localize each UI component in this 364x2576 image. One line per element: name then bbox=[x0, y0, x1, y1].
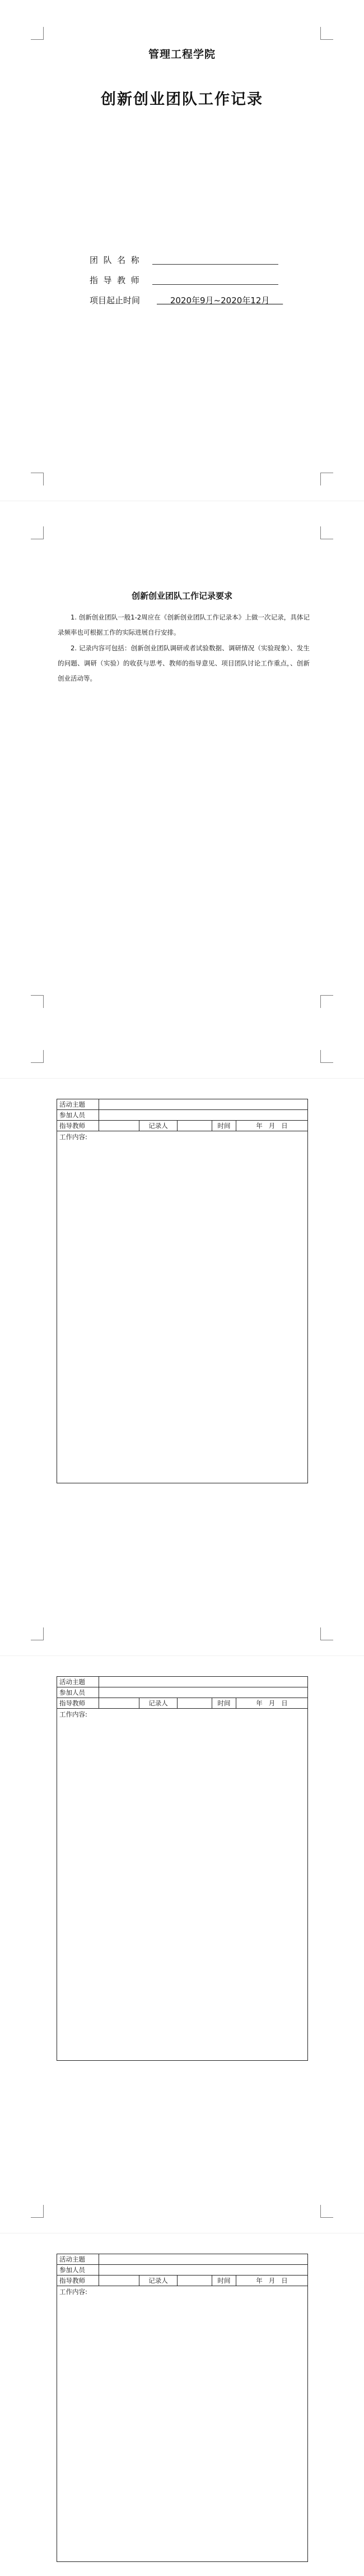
requirement-paragraph-1: 1. 创新创业团队一般1-2周应在《创新创业团队工作记录本》上做一次记录，具体记录频率也可根据工作的实际进展自行安排。 bbox=[58, 613, 310, 636]
project-period-value: 2020年9月~2020年12月 bbox=[157, 295, 283, 306]
participants-label: 参加人员 bbox=[57, 1110, 99, 1121]
page-break bbox=[0, 1078, 364, 1079]
advisor-label: 指导教师 bbox=[57, 2276, 99, 2286]
project-period-label: 项目起止时间 bbox=[90, 295, 141, 306]
crop-mark bbox=[320, 1050, 333, 1063]
advisor-row bbox=[57, 2276, 308, 2286]
crop-mark bbox=[31, 27, 44, 40]
crop-mark bbox=[320, 526, 333, 539]
document-title: 创新创业团队工作记录 bbox=[101, 91, 263, 108]
recorder-label: 记录人 bbox=[139, 1121, 178, 1131]
content-label: 工作内容: bbox=[59, 1133, 87, 1141]
topic-row bbox=[57, 1677, 308, 1687]
crop-mark bbox=[31, 473, 44, 485]
crop-mark bbox=[31, 1627, 44, 1640]
advisor-row bbox=[57, 1121, 308, 1131]
advisor-field[interactable] bbox=[152, 274, 278, 285]
content-row bbox=[57, 1131, 308, 1483]
date-field[interactable]: 年 月 日 bbox=[236, 1121, 308, 1131]
crop-mark bbox=[320, 2205, 333, 2218]
participants-input[interactable] bbox=[99, 2265, 308, 2276]
content-area[interactable] bbox=[57, 2286, 308, 2562]
topic-row bbox=[57, 1099, 308, 1110]
participants-input[interactable] bbox=[99, 1110, 308, 1121]
advisor-input[interactable] bbox=[99, 1698, 139, 1709]
topic-label: 活动主题 bbox=[57, 1099, 99, 1110]
crop-mark bbox=[320, 473, 333, 485]
advisor-label: 指 导 教 师 bbox=[90, 275, 139, 285]
advisor-input[interactable] bbox=[99, 2276, 139, 2286]
date-field[interactable]: 年 月 日 bbox=[236, 1698, 308, 1709]
team-name-label: 团 队 名 称 bbox=[90, 255, 139, 265]
page-break bbox=[0, 1655, 364, 1656]
recorder-label: 记录人 bbox=[139, 1698, 178, 1709]
topic-input[interactable] bbox=[99, 2254, 308, 2265]
content-row bbox=[57, 2286, 308, 2562]
content-area[interactable] bbox=[57, 1131, 308, 1483]
content-row bbox=[57, 1709, 308, 2061]
content-area[interactable] bbox=[57, 1709, 308, 2061]
recorder-input[interactable] bbox=[178, 1121, 212, 1131]
topic-label: 活动主题 bbox=[57, 1677, 99, 1687]
recorder-label: 记录人 bbox=[139, 2276, 178, 2286]
participants-row bbox=[57, 1687, 308, 1698]
school-name: 管理工程学院 bbox=[148, 48, 216, 61]
participants-row bbox=[57, 2265, 308, 2276]
requirements-title: 创新创业团队工作记录要求 bbox=[131, 591, 232, 601]
time-label: 时间 bbox=[212, 2276, 236, 2286]
advisor-label: 指导教师 bbox=[57, 1698, 99, 1709]
work-record-table bbox=[57, 2254, 308, 2562]
topic-label: 活动主题 bbox=[57, 2254, 99, 2265]
recorder-input[interactable] bbox=[178, 2276, 212, 2286]
crop-mark bbox=[320, 995, 333, 1008]
participants-row bbox=[57, 1110, 308, 1121]
topic-row bbox=[57, 2254, 308, 2265]
content-label: 工作内容: bbox=[59, 1710, 87, 1718]
participants-label: 参加人员 bbox=[57, 1687, 99, 1698]
time-label: 时间 bbox=[212, 1698, 236, 1709]
participants-input[interactable] bbox=[99, 1687, 308, 1698]
recorder-input[interactable] bbox=[178, 1698, 212, 1709]
crop-mark bbox=[31, 995, 44, 1008]
crop-mark bbox=[320, 27, 333, 40]
content-label: 工作内容: bbox=[59, 2288, 87, 2296]
advisor-label: 指导教师 bbox=[57, 1121, 99, 1131]
topic-input[interactable] bbox=[99, 1099, 308, 1110]
requirement-paragraph-2: 2. 记录内容可包括：创新创业团队调研或者试验数据、调研情况（实验现象）、发生的问题、调研（实验）的收获与思考、教师的指导意见、项目团队讨论工作重点，、创新创业活动等。 bbox=[58, 644, 310, 682]
time-label: 时间 bbox=[212, 1121, 236, 1131]
participants-label: 参加人员 bbox=[57, 2265, 99, 2276]
work-record-table bbox=[57, 1676, 308, 2061]
team-name-field[interactable] bbox=[152, 254, 278, 265]
crop-mark bbox=[31, 2205, 44, 2218]
date-field[interactable]: 年 月 日 bbox=[236, 2276, 308, 2286]
work-record-table bbox=[57, 1099, 308, 1483]
crop-mark bbox=[31, 526, 44, 539]
crop-mark bbox=[31, 1050, 44, 1063]
advisor-input[interactable] bbox=[99, 1121, 139, 1131]
advisor-row bbox=[57, 1698, 308, 1709]
crop-mark bbox=[320, 1627, 333, 1640]
topic-input[interactable] bbox=[99, 1677, 308, 1687]
